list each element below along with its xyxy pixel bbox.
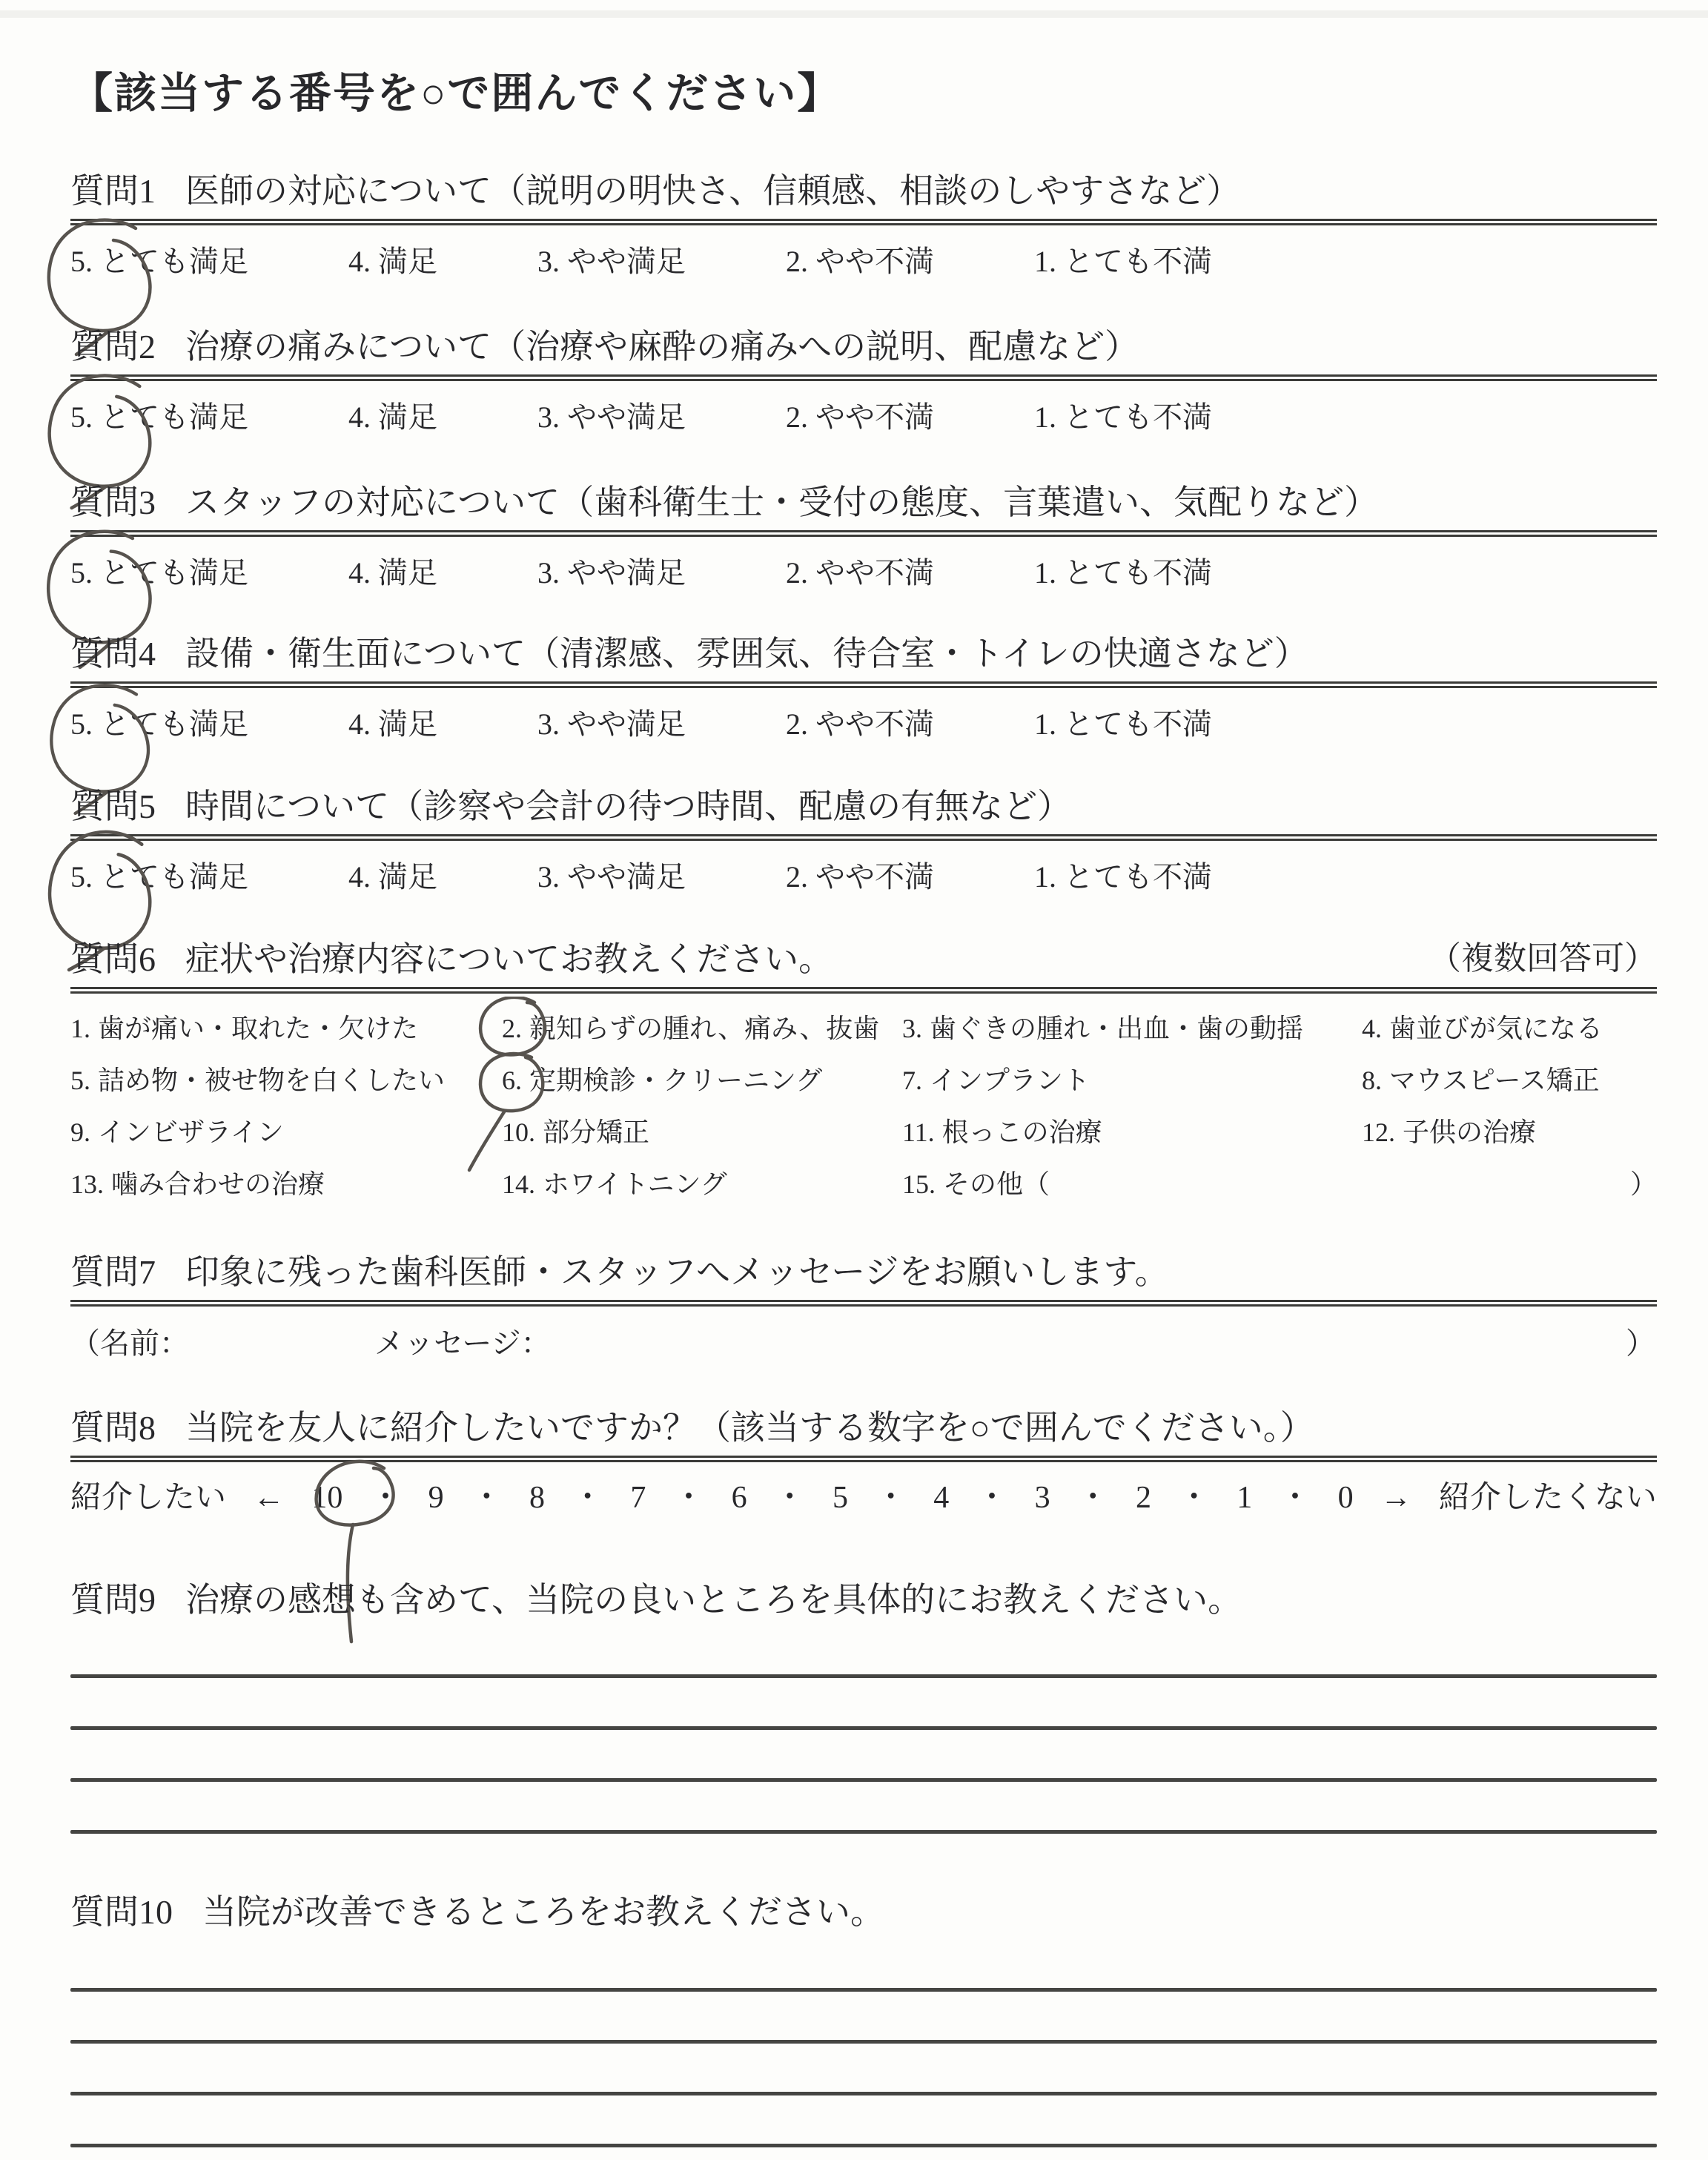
question-10-text: 当院が改善できるところをお教えください。 <box>202 1893 884 1931</box>
form-title: 【該当する番号を○で囲んでください】 <box>70 70 841 117</box>
question-7-text: 印象に残った歯科医師・スタッフへメッセージをお願いします。 <box>185 1253 1169 1291</box>
q6-option-2[interactable]: 2. 親知らずの腫れ、痛み、抜歯 <box>502 1013 880 1043</box>
question-2-heading <box>70 328 1657 367</box>
q7-close-paren: ） <box>1626 1326 1655 1360</box>
question-3-label: 質問3 <box>70 483 156 521</box>
nps-score-0[interactable]: 0 <box>1337 1480 1354 1515</box>
question-6-note: （複数回答可） <box>1429 940 1657 977</box>
satisfaction-option-1[interactable]: 1. とても不満 <box>1034 859 1212 894</box>
question-7-section <box>70 1253 1657 1358</box>
nps-dot-separator: ・ <box>774 1480 806 1515</box>
divider <box>70 374 1657 381</box>
satisfaction-option-2[interactable]: 2. やや不満 <box>786 859 934 894</box>
divider <box>70 1456 1657 1462</box>
q6-option-14[interactable]: 14. ホワイトニング <box>502 1169 727 1200</box>
nps-right-arrow-icon: → <box>1380 1480 1412 1515</box>
q7-answer-row[interactable] <box>70 1320 1657 1358</box>
question-1-options <box>70 245 1657 279</box>
nps-score-9[interactable]: 9 <box>428 1480 444 1515</box>
q6-option-13[interactable]: 13. 噛み合わせの治療 <box>70 1169 325 1200</box>
answer-line[interactable] <box>70 1778 1657 1782</box>
question-3-heading <box>70 483 1657 523</box>
nps-dot-separator: ・ <box>976 1480 1007 1515</box>
satisfaction-option-2[interactable]: 2. やや不満 <box>786 555 934 589</box>
nps-score-3[interactable]: 3 <box>1034 1480 1050 1515</box>
question-1-heading <box>70 172 1657 211</box>
question-4-heading <box>70 635 1657 674</box>
question-8-section <box>70 1409 1657 1517</box>
nps-dot-separator: ・ <box>572 1480 603 1515</box>
satisfaction-option-5[interactable]: 5. とても満足 <box>70 555 248 589</box>
question-5-section <box>70 787 1657 894</box>
nps-dot-separator: ・ <box>1178 1480 1210 1515</box>
question-6-options-grid <box>70 1013 1657 1201</box>
q6-option-6[interactable]: 6. 定期検診・クリーニング <box>502 1066 823 1096</box>
satisfaction-option-4[interactable]: 4. 満足 <box>348 400 437 434</box>
q6-option-5[interactable]: 5. 詰め物・被せ物を白くしたい <box>70 1066 446 1096</box>
question-6-label: 質問6 <box>70 940 156 978</box>
nps-dot-separator: ・ <box>875 1480 907 1515</box>
question-1-text: 医師の対応について（説明の明快さ、信頼感、相談のしやすさなど） <box>185 172 1241 210</box>
question-2-options <box>70 400 1657 435</box>
q6-other-close-paren: ） <box>1629 1169 1657 1200</box>
question-8-text: 当院を友人に紹介したいですか？（該当する数字を○で囲んでください。） <box>185 1409 1314 1447</box>
question-9-heading <box>70 1581 1657 1620</box>
satisfaction-option-3[interactable]: 3. やや満足 <box>537 555 686 589</box>
satisfaction-option-5[interactable]: 5. とても満足 <box>70 244 248 278</box>
satisfaction-option-1[interactable]: 1. とても不満 <box>1034 555 1212 589</box>
satisfaction-option-5[interactable]: 5. とても満足 <box>70 707 248 741</box>
satisfaction-option-2[interactable]: 2. やや不満 <box>786 400 934 434</box>
nps-score-2[interactable]: 2 <box>1135 1480 1151 1515</box>
question-6-heading <box>70 940 1657 980</box>
satisfaction-option-1[interactable]: 1. とても不満 <box>1034 707 1212 741</box>
nps-dot-separator: ・ <box>1279 1480 1311 1515</box>
q6-option-15[interactable]: 15. その他（ <box>902 1169 1050 1200</box>
nps-score-5[interactable]: 5 <box>832 1480 848 1515</box>
q7-message-label: メッセージ： <box>374 1326 551 1360</box>
nps-right-label: 紹介したくない <box>1438 1480 1657 1515</box>
q6-option-9[interactable]: 9. インビザライン <box>70 1117 284 1148</box>
question-9-label: 質問9 <box>70 1581 156 1619</box>
answer-line[interactable] <box>70 1674 1657 1678</box>
answer-line[interactable] <box>70 2144 1657 2147</box>
nps-score-1[interactable]: 1 <box>1237 1480 1253 1515</box>
question-6-text: 症状や治療内容についてお教えください。 <box>185 940 833 978</box>
scan-artifact-line <box>0 10 1708 18</box>
question-2-label: 質問2 <box>70 328 156 366</box>
satisfaction-option-5[interactable]: 5. とても満足 <box>70 400 248 434</box>
satisfaction-option-3[interactable]: 3. やや満足 <box>537 707 686 741</box>
question-10-label: 質問10 <box>70 1893 173 1931</box>
q6-option-3[interactable]: 3. 歯ぐきの腫れ・出血・歯の動揺 <box>902 1013 1304 1043</box>
satisfaction-option-1[interactable]: 1. とても不満 <box>1034 400 1212 434</box>
satisfaction-option-3[interactable]: 3. やや満足 <box>537 859 686 894</box>
satisfaction-option-4[interactable]: 4. 満足 <box>348 859 437 894</box>
nps-left-label: 紹介したい <box>70 1480 227 1515</box>
question-10-heading <box>70 1893 1657 1932</box>
question-2-text: 治療の痛みについて（治療や麻酔の痛みへの説明、配慮など） <box>185 328 1139 366</box>
answer-line[interactable] <box>70 1830 1657 1834</box>
question-8-label: 質問8 <box>70 1409 156 1447</box>
answer-line[interactable] <box>70 2092 1657 2095</box>
nps-score-7[interactable]: 7 <box>630 1480 646 1515</box>
nps-left-arrow-icon: ← <box>253 1480 285 1515</box>
nps-dot-separator: ・ <box>369 1480 401 1515</box>
question-6-title <box>70 940 833 980</box>
question-1-section <box>70 172 1657 279</box>
satisfaction-option-5[interactable]: 5. とても満足 <box>70 859 248 894</box>
satisfaction-option-3[interactable]: 3. やや満足 <box>537 244 686 278</box>
nps-dot-separator: ・ <box>471 1480 503 1515</box>
question-3-text: スタッフの対応について（歯科衛生士・受付の態度、言葉遣い、気配りなど） <box>185 483 1379 521</box>
q6-option-7[interactable]: 7. インプラント <box>902 1066 1090 1096</box>
nps-dot-separator: ・ <box>672 1480 704 1515</box>
nps-score-6[interactable]: 6 <box>731 1480 747 1515</box>
divider <box>70 530 1657 537</box>
q6-option-10[interactable]: 10. 部分矯正 <box>502 1117 650 1148</box>
question-1-label: 質問1 <box>70 172 156 210</box>
question-6-section <box>70 940 1657 1201</box>
nps-score-4[interactable]: 4 <box>933 1480 950 1515</box>
q6-option-8[interactable]: 8. マウスピース矯正 <box>1362 1066 1600 1096</box>
question-7-label: 質問7 <box>70 1253 156 1291</box>
q6-option-1[interactable]: 1. 歯が痛い・取れた・欠けた <box>70 1013 419 1043</box>
nps-dot-separator: ・ <box>1077 1480 1109 1515</box>
question-5-options <box>70 860 1657 894</box>
question-3-section <box>70 483 1657 590</box>
q6-option-12[interactable]: 12. 子供の治療 <box>1362 1117 1537 1148</box>
satisfaction-option-4[interactable]: 4. 満足 <box>348 244 437 278</box>
nps-score-8[interactable]: 8 <box>529 1480 545 1515</box>
satisfaction-option-2[interactable]: 2. やや不満 <box>786 244 934 278</box>
question-10-section <box>70 1893 1657 2147</box>
q6-option-4[interactable]: 4. 歯並びが気になる <box>1362 1013 1603 1043</box>
question-3-options <box>70 556 1657 590</box>
answer-line[interactable] <box>70 1726 1657 1730</box>
q6-option-11[interactable]: 11. 根っこの治療 <box>902 1117 1102 1148</box>
q7-name-label: （名前： <box>70 1326 189 1360</box>
divider <box>70 1300 1657 1307</box>
answer-line[interactable] <box>70 1988 1657 1992</box>
satisfaction-option-1[interactable]: 1. とても不満 <box>1034 244 1212 278</box>
question-9-text: 治療の感想も含めて、当院の良いところを具体的にお教えください。 <box>185 1581 1242 1619</box>
question-7-heading <box>70 1253 1657 1292</box>
question-2-section <box>70 328 1657 435</box>
divider <box>70 219 1657 225</box>
satisfaction-option-3[interactable]: 3. やや満足 <box>537 400 686 434</box>
question-5-text: 時間について（診察や会計の待つ時間、配慮の有無など） <box>185 787 1072 825</box>
question-5-heading <box>70 787 1657 827</box>
answer-line[interactable] <box>70 2040 1657 2044</box>
nps-score-10[interactable]: 10 <box>311 1480 343 1515</box>
divider <box>70 681 1657 688</box>
question-4-options <box>70 707 1657 742</box>
question-4-text: 設備・衛生面について（清潔感、雰囲気、待合室・トイレの快適さなど） <box>185 635 1308 673</box>
question-8-heading <box>70 1409 1657 1448</box>
satisfaction-option-2[interactable]: 2. やや不満 <box>786 707 934 741</box>
question-4-section <box>70 635 1657 742</box>
satisfaction-option-4[interactable]: 4. 満足 <box>348 555 437 589</box>
satisfaction-option-4[interactable]: 4. 満足 <box>348 707 437 741</box>
question-5-label: 質問5 <box>70 787 156 825</box>
question-4-label: 質問4 <box>70 635 156 673</box>
divider <box>70 834 1657 841</box>
nps-scale-row <box>70 1473 1657 1517</box>
divider <box>70 987 1657 994</box>
question-9-section <box>70 1581 1657 1834</box>
